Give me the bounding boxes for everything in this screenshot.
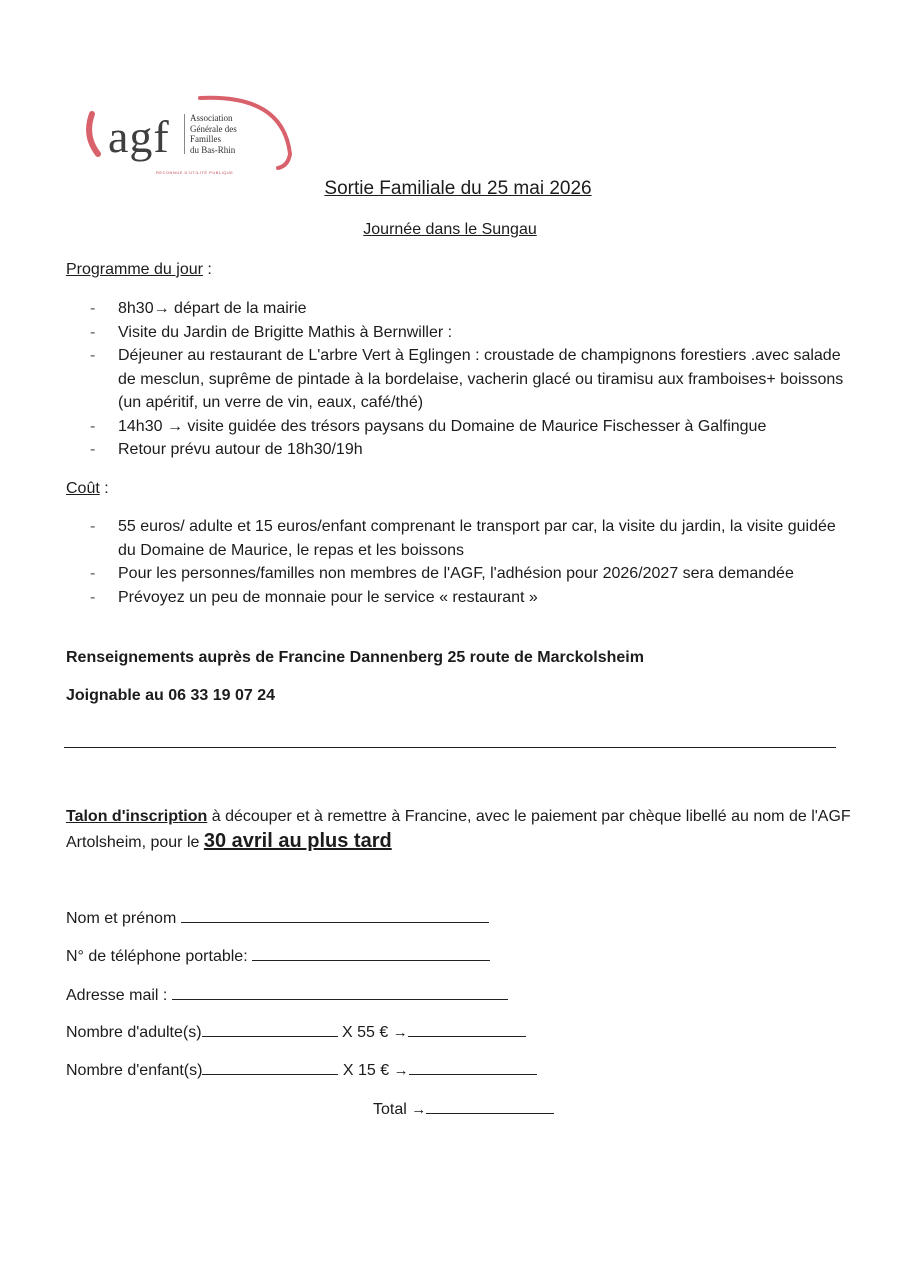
slip-instructions: à découper et à remettre à Francine, avec le paiement par chèque libellé au nom de l'AGF Artolsheim, pour le xyxy=(66,808,851,851)
cost-heading-row: Coût : xyxy=(66,480,109,497)
contact-phone: Joignable au 06 33 19 07 24 xyxy=(66,687,276,704)
phone-label: N° de téléphone portable: xyxy=(66,948,248,965)
email-label: Adresse mail : xyxy=(66,987,168,1004)
logo-mark: agf xyxy=(108,111,170,162)
registration-slip-intro xyxy=(66,804,856,855)
program-heading-row: Programme du jour : xyxy=(66,261,212,278)
total-label: Total xyxy=(373,1101,407,1118)
program-item: - Visite du Jardin de Brigitte Mathis à Bernwiller : xyxy=(90,321,850,345)
name-field[interactable] xyxy=(66,908,489,928)
adults-amount-line[interactable] xyxy=(408,1022,526,1037)
logo-name-line: du Bas-Rhin xyxy=(190,144,236,155)
slip-deadline: 30 avril au plus tard xyxy=(203,830,392,852)
total-field[interactable] xyxy=(373,1099,554,1119)
cost-item: - Prévoyez un peu de monnaie pour le service « restaurant » xyxy=(90,586,850,610)
adults-label: Nombre d'adulte(s) xyxy=(66,1024,202,1041)
cost-item: - 55 euros/ adulte et 15 euros/enfant comprenant le transport par car, la visite du jardin, la visite guidée du Domaine de Maurice, le repas et les boissons xyxy=(90,515,850,562)
adults-count-line[interactable] xyxy=(202,1022,338,1037)
children-field[interactable] xyxy=(66,1060,537,1080)
logo-name-line: Familles xyxy=(190,134,221,144)
cost-heading: Coût xyxy=(66,480,100,497)
contact-info: Renseignements auprès de Francine Dannenberg 25 route de Marckolsheim xyxy=(66,649,644,666)
program-list xyxy=(90,297,850,462)
children-multiplier: X 15 € xyxy=(342,1062,390,1079)
program-heading: Programme du jour xyxy=(66,261,203,278)
children-label: Nombre d'enfant(s) xyxy=(66,1062,203,1079)
agf-logo xyxy=(78,92,303,180)
name-label: Nom et prénom xyxy=(66,910,177,927)
logo-tagline: RECONNUE D'UTILITÉ PUBLIQUE xyxy=(156,170,234,175)
arrow-right-icon: → xyxy=(393,1062,409,1079)
arrow-right-icon: → xyxy=(392,1024,408,1041)
phone-input-line[interactable] xyxy=(252,946,490,961)
cost-list xyxy=(90,515,850,609)
email-input-line[interactable] xyxy=(172,985,508,1000)
program-item: - 14h30 → visite guidée des trésors paysans du Domaine de Maurice Fischesser à Galfingue xyxy=(90,415,850,439)
name-input-line[interactable] xyxy=(181,908,489,923)
adults-multiplier: X 55 € xyxy=(342,1024,389,1041)
logo-arc-left xyxy=(89,114,98,154)
adults-field[interactable] xyxy=(66,1022,526,1042)
document-title: Sortie Familiale du 25 mai 2026 xyxy=(324,178,592,199)
logo-association-name xyxy=(190,113,237,155)
children-count-line[interactable] xyxy=(202,1060,338,1075)
total-amount-line[interactable] xyxy=(426,1099,554,1114)
document-subtitle: Journée dans le Sungau xyxy=(363,221,537,238)
phone-field[interactable] xyxy=(66,946,490,966)
program-item: - Retour prévu autour de 18h30/19h xyxy=(90,438,850,462)
cost-item: - Pour les personnes/familles non membres de l'AGF, l'adhésion pour 2026/2027 sera demandée xyxy=(90,562,850,586)
logo-divider xyxy=(184,114,185,154)
email-field[interactable] xyxy=(66,985,508,1005)
program-item: - 8h30→ départ de la mairie xyxy=(90,297,850,321)
logo-name-line: Association xyxy=(190,113,233,123)
cut-line-divider xyxy=(64,747,836,748)
logo-name-line: Générale des xyxy=(190,123,237,134)
program-item: - Déjeuner au restaurant de L'arbre Vert à Eglingen : croustade de champignons forestiers .avec salade de mesclun, suprême de pintade à la bordelaise, vacherin glacé ou tiramisu aux framboises+ boissons (un apéritif, un verre de vin, eaux, café/thé) xyxy=(90,344,850,415)
arrow-right-icon: → xyxy=(411,1101,427,1118)
slip-heading: Talon d'inscription xyxy=(66,808,208,825)
children-amount-line[interactable] xyxy=(409,1060,537,1075)
